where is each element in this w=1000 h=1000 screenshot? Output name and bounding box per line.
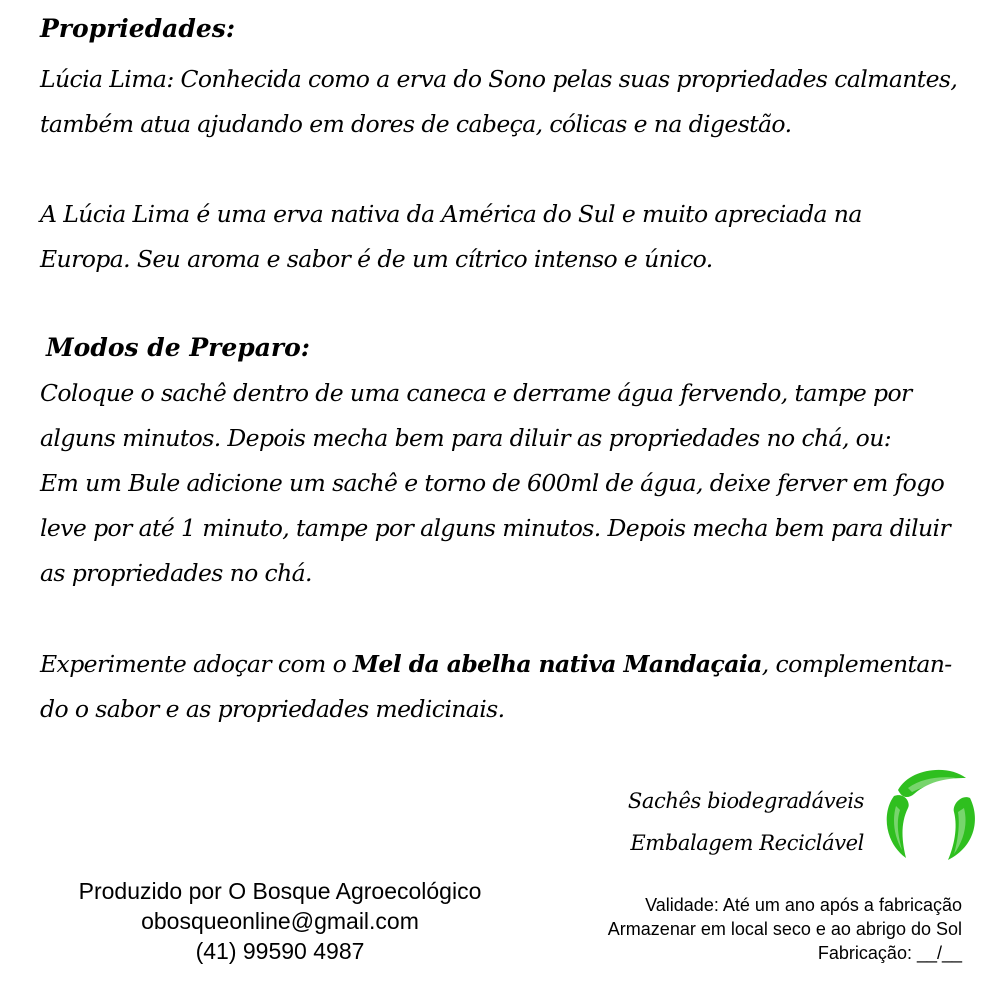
suggestion-line-1 xyxy=(40,642,952,687)
preparation-line-4: leve por até 1 minuto, tampe por alguns minutos. Depois mecha bem para diluir xyxy=(40,514,951,542)
preparation-text xyxy=(40,371,950,596)
suggestion-text xyxy=(40,642,952,732)
eco-notes xyxy=(628,780,864,864)
preparation-line-3: Em um Bule adicione um sachê e torno de 600ml de água, deixe ferver em fogo xyxy=(40,469,945,497)
validity-line: Validade: Até um ano após a fabricação xyxy=(645,895,962,915)
properties-line-1: Lúcia Lima: Conhecida como a erva do Sono pelas suas propriedades calmantes, xyxy=(40,65,958,93)
origin-line-1: A Lúcia Lima é uma erva nativa da América do Sul e muito apreciada na xyxy=(40,200,862,228)
preparation-line-1: Coloque o sachê dentro de uma caneca e derrame água fervendo, tampe por xyxy=(40,379,912,407)
preparation-heading: Modos de Preparo: xyxy=(46,333,311,362)
preparation-line-5: as propriedades no chá. xyxy=(40,559,312,587)
manufacture-date-line: Fabricação: __/__ xyxy=(817,943,962,963)
properties-line-2: também atua ajudando em dores de cabeça, cólicas e na digestão. xyxy=(40,110,792,138)
recycle-leaves-icon xyxy=(878,762,982,866)
preparation-line-2: alguns minutos. Depois mecha bem para diluir as propriedades no chá, ou: xyxy=(40,424,892,452)
properties-text xyxy=(40,57,957,147)
suggestion-highlight: Mel da abelha nativa Mandaçaia xyxy=(353,650,762,678)
storage-line: Armazenar em local seco e ao abrigo do Sol xyxy=(607,919,962,939)
suggestion-line-2: do o sabor e as propriedades medicinais. xyxy=(40,695,505,723)
eco-line-biodegradable: Sachês biodegradáveis xyxy=(627,789,864,813)
properties-heading: Propriedades: xyxy=(40,14,236,43)
producer-name: Produzido por O Bosque Agroecológico xyxy=(78,878,482,904)
eco-line-recyclable: Embalagem Reciclável xyxy=(630,831,864,855)
validity-info xyxy=(608,893,962,965)
origin-line-2: Europa. Seu aroma e sabor é de um cítrico intenso e único. xyxy=(40,245,713,273)
producer-info xyxy=(40,876,520,966)
suggestion-prefix: Experimente adoçar com o xyxy=(40,650,354,678)
suggestion-suffix: , complementan- xyxy=(761,650,952,678)
producer-phone: (41) 99590 4987 xyxy=(195,938,365,964)
producer-email: obosqueonline@gmail.com xyxy=(141,908,419,934)
origin-text xyxy=(40,192,862,282)
